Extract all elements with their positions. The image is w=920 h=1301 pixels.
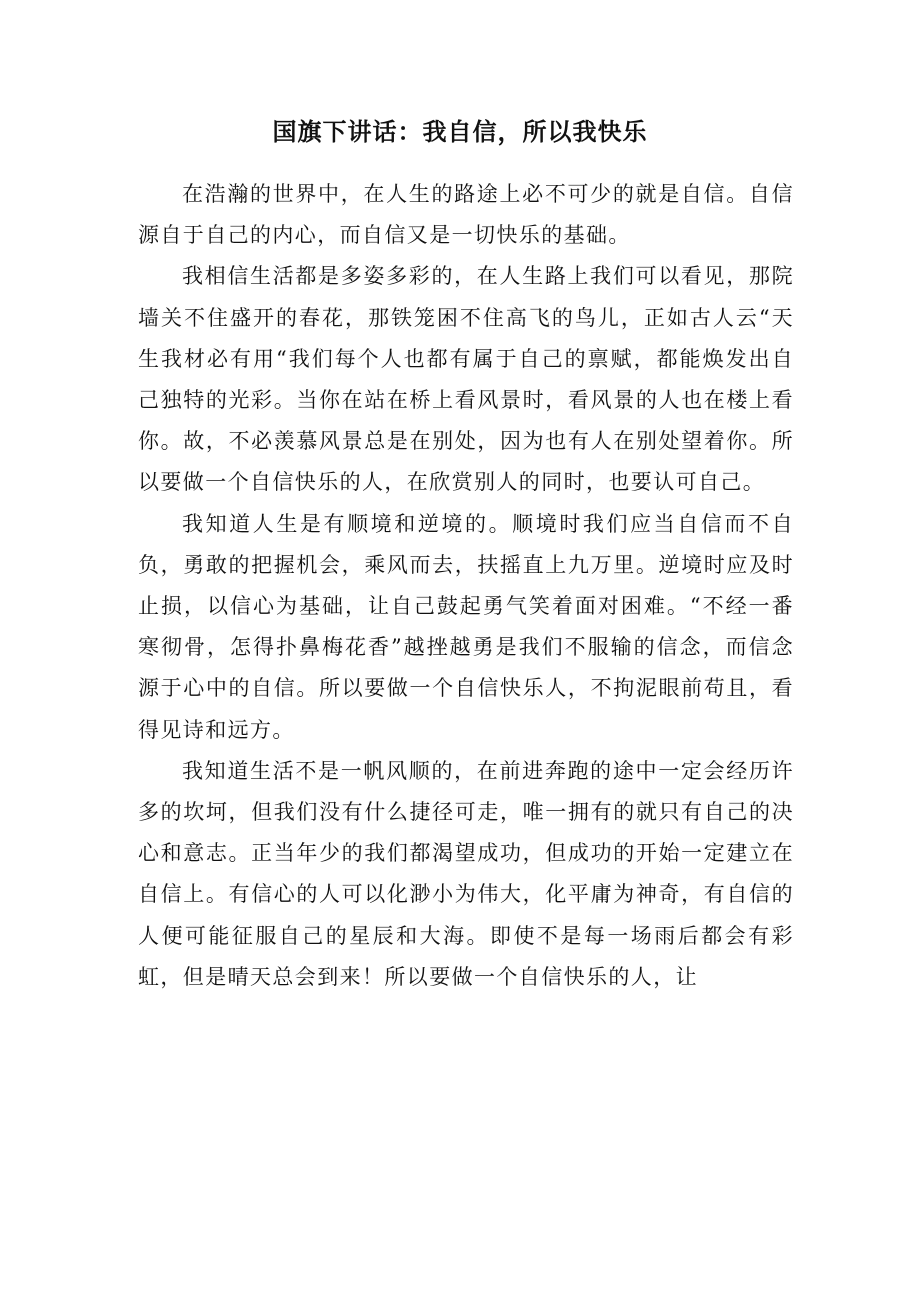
- paragraph-1: 在浩瀚的世界中，在人生的路途上必不可少的就是自信。自信源自于自己的内心，而自信又是一切快乐的基础。: [138, 182, 794, 248]
- document-body: [138, 174, 794, 998]
- paragraph-4: 我知道生活不是一帆风顺的，在前进奔跑的途中一定会经历许多的坎坷，但我们没有什么捷径可走，唯一拥有的就只有自己的决心和意志。正当年少的我们都渴望成功，但成功的开始一定建立在自信上。有信心的人可以化渺小为伟大，化平庸为神奇，有自信的人便可能征服自己的星辰和大海。即使不是每一场雨后都会有彩虹，但是晴天总会到来！所以要做一个自信快乐的人，让: [138, 758, 794, 989]
- document-title: 国旗下讲话：我自信，所以我快乐: [272, 118, 648, 146]
- paragraph-3: 我知道人生是有顺境和逆境的。顺境时我们应当自信而不自负，勇敢的把握机会，乘风而去，扶摇直上九万里。逆境时应及时止损，以信心为基础，让自己鼓起勇气笑着面对困难。“不经一番寒彻骨，怎得扑鼻梅花香”越挫越勇是我们不服输的信念，而信念源于心中的自信。所以要做一个自信快乐人，不拘泥眼前苟且，看得见诗和远方。: [138, 511, 794, 742]
- paragraph-2: 我相信生活都是多姿多彩的，在人生路上我们可以看见，那院墙关不住盛开的春花，那铁笼困不住高飞的鸟儿，正如古人云“天生我材必有用“我们每个人也都有属于自己的禀赋，都能焕发出自己独特的光彩。当你在站在桥上看风景时，看风景的人也在楼上看你。故，不必羡慕风景总是在别处，因为也有人在别处望着你。所以要做一个自信快乐的人，在欣赏别人的同时，也要认可自己。: [138, 264, 794, 495]
